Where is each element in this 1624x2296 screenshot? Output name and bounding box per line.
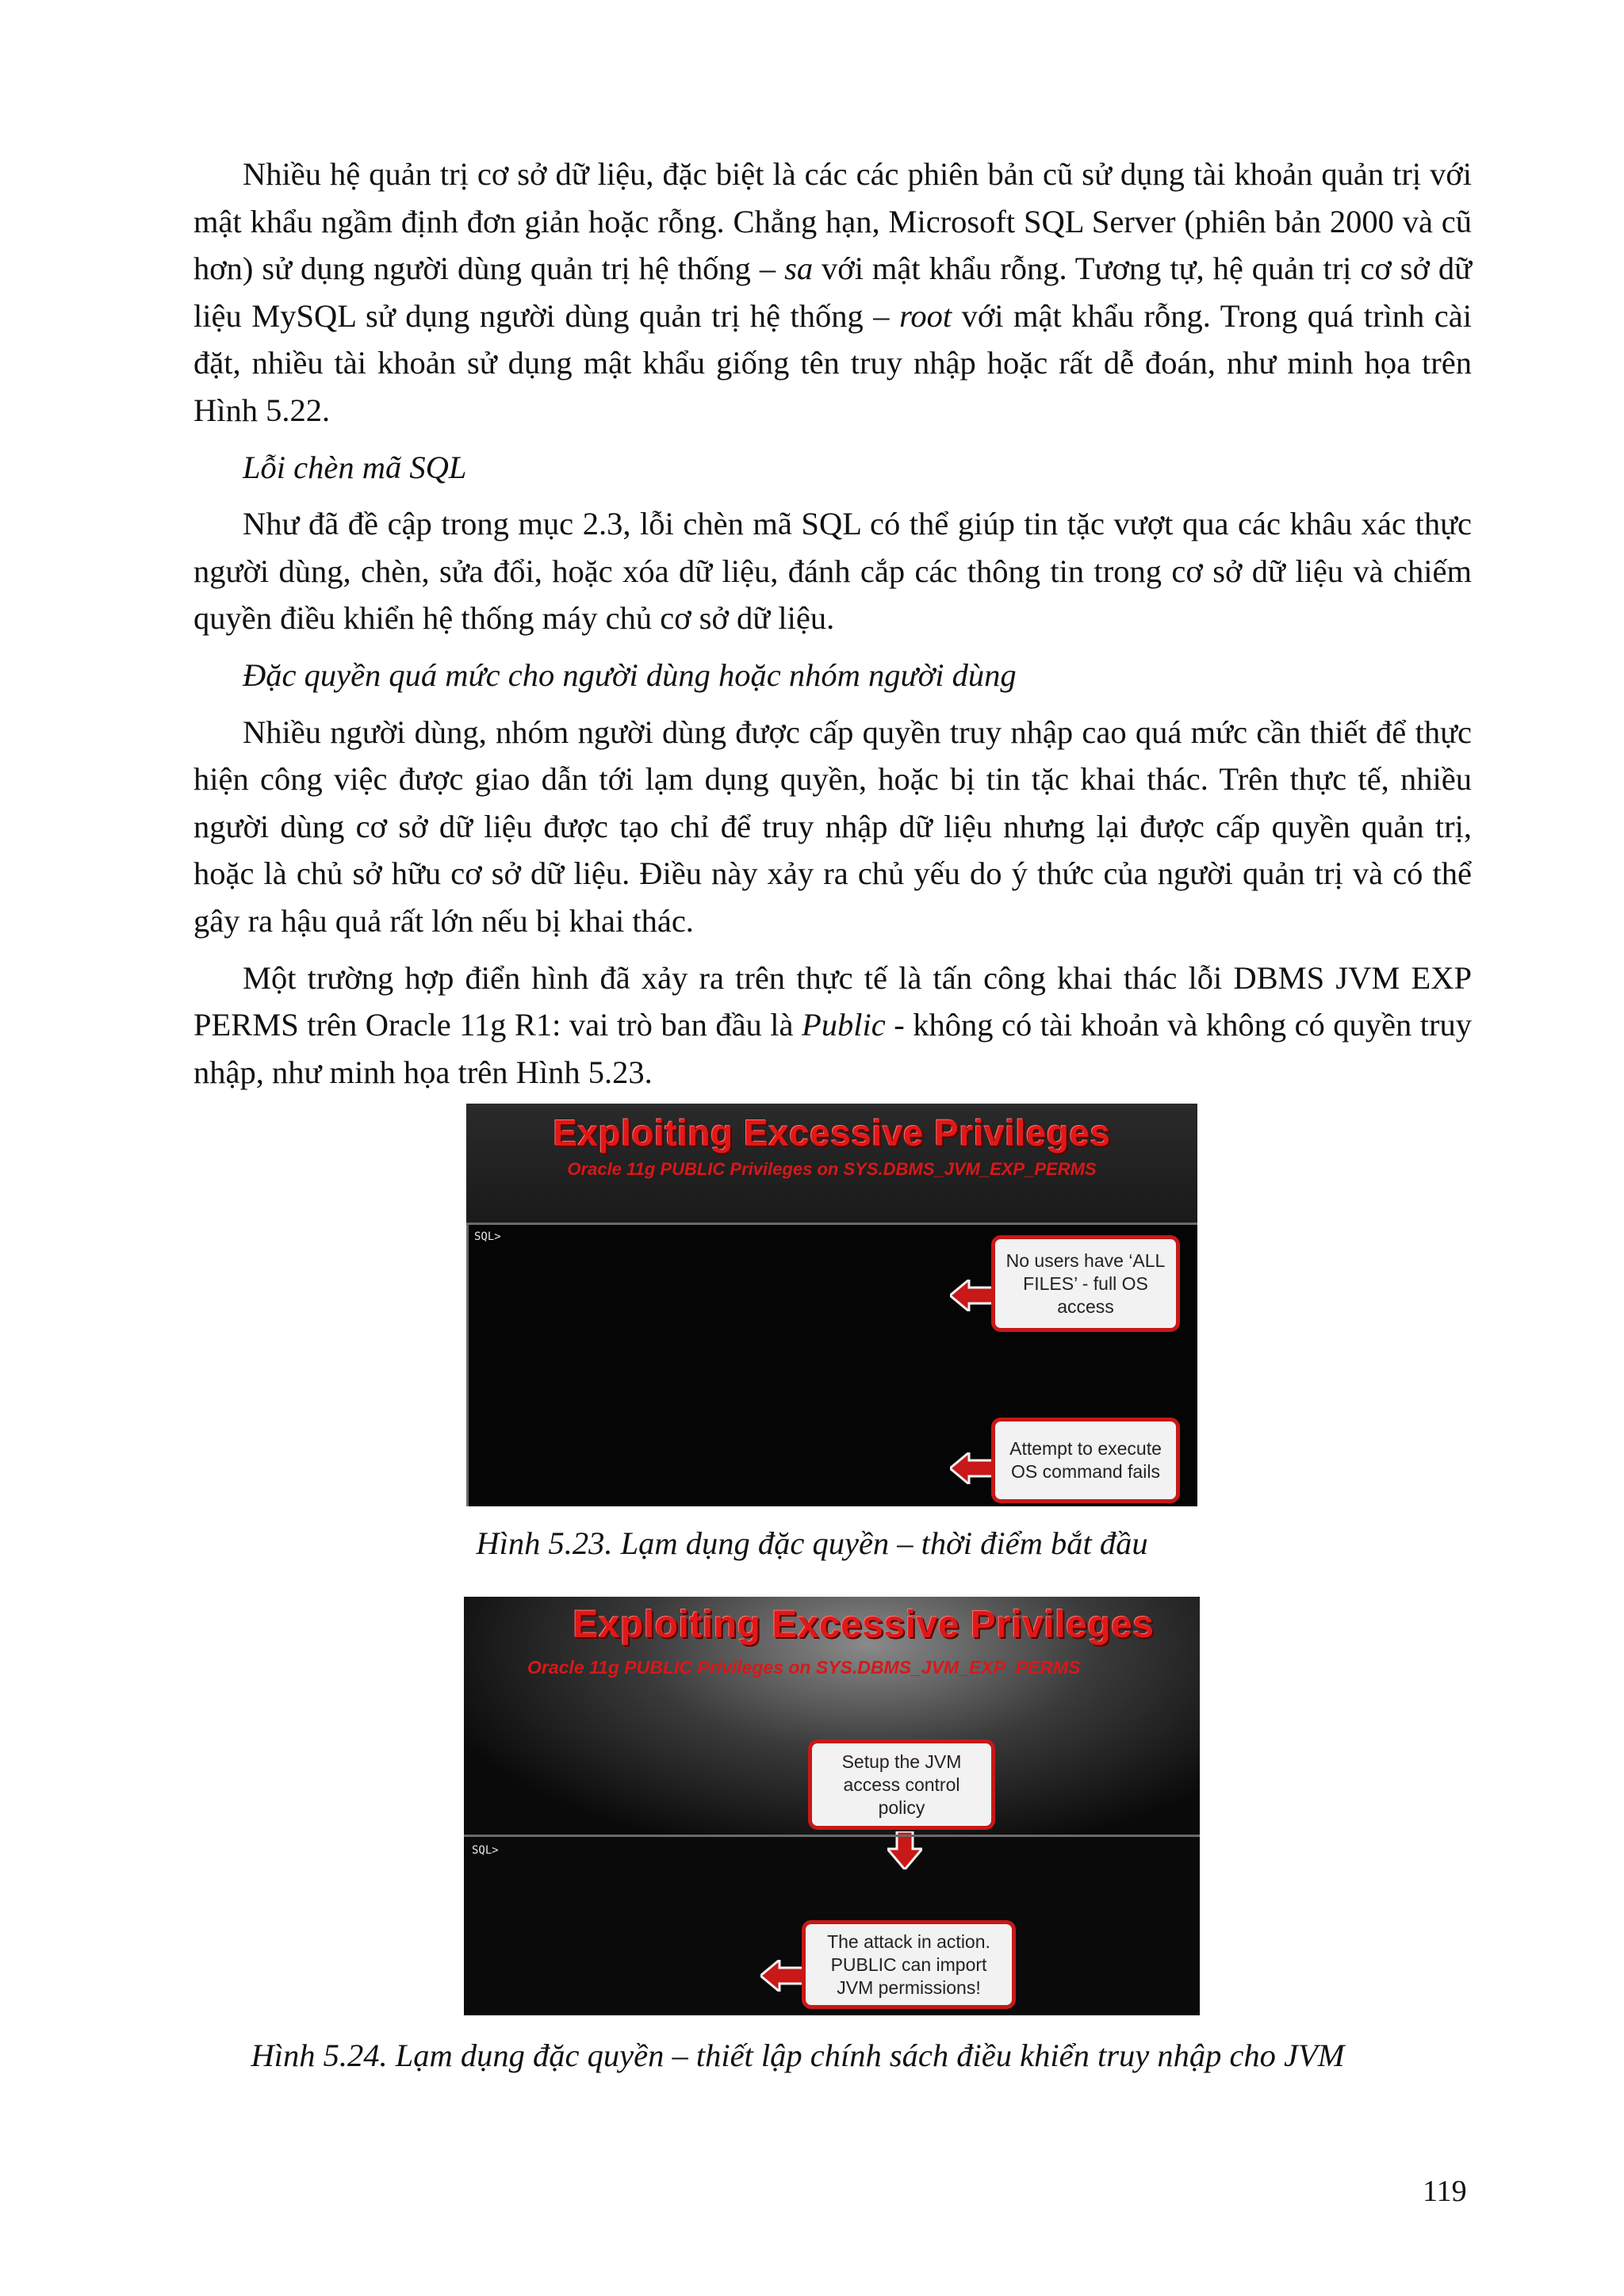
paragraph-sql-injection: Như đã đề cập trong mục 2.3, lỗi chèn mã SQL có thể giúp tin tặc vượt qua các khâu xác thực người dùng, chèn, sửa đổi, hoặc xóa dữ liệu, đánh cắp các thông tin trong cơ sở dữ liệu và chiếm quyền điều khiển hệ thống máy chủ cơ sở dữ liệu. <box>193 506 1472 637</box>
body-text <box>193 151 1472 1096</box>
term-root: root <box>899 297 952 334</box>
arrow-left-icon <box>760 1960 805 1992</box>
figure-title: Exploiting Excessive Privileges <box>573 1604 1155 1646</box>
callout-attack-in-action: The attack in action. PUBLIC can import JVM permissions! <box>802 1920 1016 2009</box>
caption-figure-5-24: Hình 5.24. Lạm dụng đặc quyền – thiết lập chính sách điều khiển truy nhập cho JVM <box>251 2038 1345 2073</box>
paragraph-oracle-example <box>193 955 1472 1096</box>
paragraph-default-passwords <box>193 151 1472 434</box>
callout-os-command-fails: Attempt to execute OS command fails <box>991 1418 1180 1503</box>
term-public: Public <box>802 1007 886 1043</box>
sql-prompt: SQL> <box>472 1844 499 1857</box>
paragraph-text: Một trường hợp điển hình đã xảy ra trên thực tế là tấn công khai thác lỗi DBMS JVM EXP PERMS trên Oracle 11g R1: vai trò ban đầu là <box>193 959 1472 1043</box>
sql-prompt: SQL> <box>474 1230 501 1243</box>
terminal-left-border <box>466 1223 469 1506</box>
paragraph-excessive-privileges: Nhiều người dùng, nhóm người dùng được cấp quyền truy nhập cao quá mức cần thiết để thực hiện công việc được giao dẫn tới lạm dụng quyền, hoặc bị tin tặc khai thác. Trên thực tế, nhiều người dùng cơ sở dữ liệu được tạo chỉ để truy nhập dữ liệu nhưng lại được cấp quyền quản trị, hoặc là chủ sở hữu cơ sở dữ liệu. Điều này xảy ra chủ yếu do ý thức của người quản trị và có thể gây ra hậu quả rất lớn nếu bị khai thác. <box>193 714 1472 939</box>
paragraph-text: Nhiều hệ quản trị cơ sở dữ liệu, đặc biệt là các các phiên bản cũ sử dụng tài khoản quản trị với mật khẩu ngầm định đơn giản hoặc rỗng. Chẳng hạn, Microsoft SQL Server (phiên bản 2000 và cũ hơn) sử dụng người dùng quản trị hệ thống – <box>193 156 1472 287</box>
heading-excessive-privileges: Đặc quyền quá mức cho người dùng hoặc nhóm người dùng <box>243 656 1017 693</box>
paragraph-text: với mật khẩu rỗng. Tương tự, hệ quản trị cơ sở dữ liệu MySQL sử dụng người dùng quản trị hệ thống – <box>193 251 1473 334</box>
figure-subtitle: Oracle 11g PUBLIC Privileges on SYS.DBMS_JVM_EXP_PERMS <box>567 1159 1097 1179</box>
caption-figure-5-23: Hình 5.23. Lạm dụng đặc quyền – thời điểm bắt đầu <box>476 1525 1148 1561</box>
figure-divider <box>466 1223 1197 1225</box>
heading-sql-injection: Lỗi chèn mã SQL <box>243 449 467 485</box>
paragraph-text: với mật khẩu rỗng. Trong quá trình cài đặt, nhiều tài khoản sử dụng mật khẩu giống tên truy nhập hoặc rất dễ đoán, như minh họa trên Hình 5.22. <box>193 297 1473 428</box>
figure-title: Exploiting Excessive Privileges <box>553 1112 1111 1154</box>
page-number: 119 <box>1423 2175 1467 2208</box>
callout-setup-jvm-policy: Setup the JVM access control policy <box>808 1739 995 1830</box>
figure-5-23 <box>466 1104 1197 1506</box>
terminal-top-border <box>464 1835 1200 1837</box>
figure-subtitle: Oracle 11g PUBLIC Privileges on SYS.DBMS_JVM_EXP_PERMS <box>527 1657 1081 1678</box>
arrow-down-icon <box>887 1831 922 1869</box>
figure-5-24 <box>464 1597 1200 2015</box>
callout-no-all-files: No users have ‘ALL FILES’ - full OS access <box>991 1235 1180 1332</box>
arrow-left-icon <box>950 1452 994 1484</box>
term-sa: sa <box>784 251 814 287</box>
paragraph-text: - không có tài khoản và không có quyền truy nhập, như minh họa trên Hình 5.23. <box>193 1007 1473 1090</box>
arrow-left-icon <box>950 1280 994 1311</box>
